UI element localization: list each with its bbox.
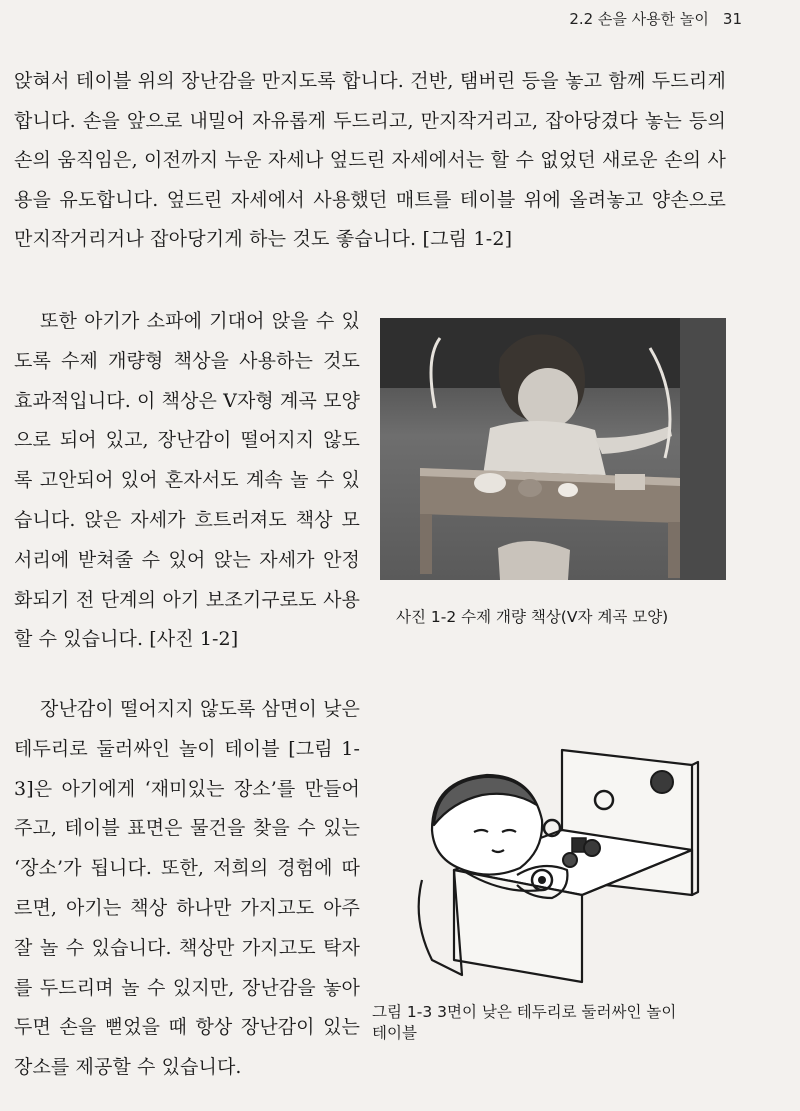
illustration-play-table (392, 720, 712, 990)
paragraph-desk: 또한 아기가 소파에 기대어 앉을 수 있도록 수제 개량형 책상을 사용하는 것도 효과적입니다. 이 책상은 V자형 계곡 모양으로 되어 있고, 장난감이 떨어지지 않도록 고안되어 있어 혼자서도 계속 놀 수 있습니다. 앉은 자세가 흐트러져도 책상 모서리에 받쳐줄 수 있어 앉는 자세가 안정화되기 전 단계의 아기 보조기구로도 사용할 수 있습니다. [사진 1-2] (14, 310, 360, 651)
running-header (569, 8, 742, 29)
page-number: 31 (722, 10, 742, 28)
photo-baby-at-desk (380, 318, 726, 580)
paragraph-play-table: 장난감이 떨어지지 않도록 삼면이 낮은 테두리로 둘러싸인 놀이 테이블 [그림 1-3]은 아기에게 ‘재미있는 장소’를 만들어 주고, 테이블 표면은 물건을 찾을 수 있는 ‘장소’가 됩니다. 또한, 저희의 경험에 따르면, 아기는 책상 하나만 가지고도 아주 잘 놀 수 있습니다. 책상만 가지고도 탁자를 두드리며 놀 수 있지만, 장난감을 놓아두면 손을 뻗었을 때 항상 장난감이 있는 장소를 제공할 수 있습니다. (14, 698, 360, 1079)
photo-graphic (380, 318, 726, 580)
photo-caption: 사진 1-2 수제 개량 책상(V자 계곡 모양) (396, 608, 669, 626)
illustration-graphic (392, 720, 712, 990)
section-title: 2.2 손을 사용한 놀이 (569, 10, 709, 28)
illustration-caption (372, 1002, 676, 1044)
illustration-caption-line2: 테이블 (372, 1024, 417, 1042)
paragraph-intro: 앉혀서 테이블 위의 장난감을 만지도록 합니다. 건반, 탬버린 등을 놓고 함께 두드리게 합니다. 손을 앞으로 내밀어 자유롭게 두드리고, 만지작거리고, 잡아당겼다 놓는 등의 손의 움직임은, 이전까지 누운 자세나 엎드린 자세에서는 할 수 없었던 새로운 손의 사용을 유도합니다. 엎드린 자세에서 사용했던 매트를 테이블 위에 올려놓고 양손으로 만지작거리거나 잡아당기게 하는 것도 좋습니다. [그림 1-2] (14, 70, 726, 251)
illustration-caption-line1: 그림 1-3 3면이 낮은 테두리로 둘러싸인 놀이 (372, 1003, 677, 1021)
